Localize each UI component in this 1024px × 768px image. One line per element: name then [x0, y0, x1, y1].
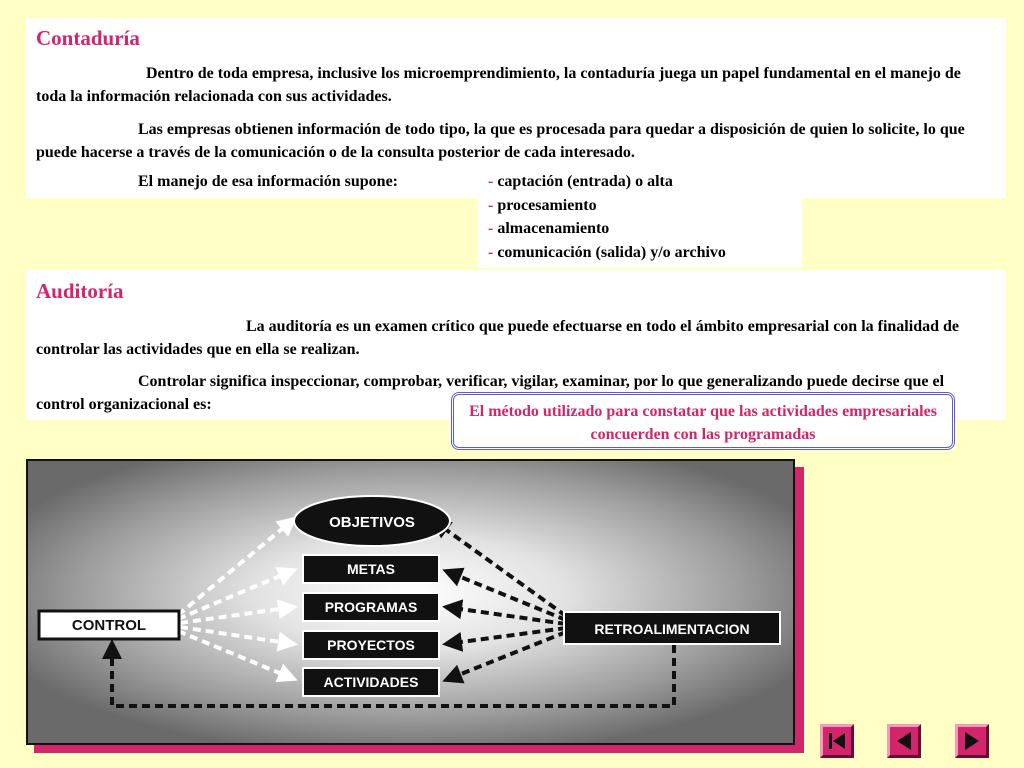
list-item-text: almacenamiento: [497, 220, 610, 237]
node-objetivos-label: OBJETIVOS: [329, 514, 415, 531]
list-dash: -: [488, 243, 494, 261]
auditoria-paragraph-1-text: La auditoría es un examen crítico que puede efectuarse en todo el ámbito empresarial con la finalidad de controlar las actividades que en ella se realizan.: [36, 318, 959, 358]
list-dash: -: [488, 220, 494, 237]
node-programas-label: PROGRAMAS: [324, 599, 418, 615]
control-diagram: [26, 459, 806, 756]
auditoria-paragraph-1: [36, 315, 986, 361]
list-dash: -: [488, 196, 494, 214]
control-definition-callout: El método utilizado para constatar que las actividades empresariales concuerden con las programadas: [451, 392, 955, 450]
next-slide-icon: [958, 727, 986, 755]
list-item: [488, 241, 726, 265]
node-proyectos-label: PROYECTOS: [327, 637, 415, 653]
auditoria-title: Auditoría: [36, 279, 124, 303]
list-item: [488, 170, 726, 194]
list-item: [488, 194, 726, 218]
first-slide-icon: [823, 727, 851, 755]
node-retroalimentacion-label: RETROALIMENTACION: [594, 621, 750, 637]
list-item-text: comunicación (salida) y/o archivo: [497, 243, 726, 261]
contaduria-paragraph-2: [36, 118, 996, 164]
next-slide-button[interactable]: [955, 724, 989, 758]
node-metas-label: METAS: [347, 561, 395, 577]
contaduria-list: [488, 170, 726, 264]
contaduria-paragraph-1-text: Dentro de toda empresa, inclusive los microemprendimiento, la contaduría juega un papel fundamental en el manejo de toda la información relacionada con sus actividades.: [36, 65, 961, 105]
previous-slide-button[interactable]: [887, 724, 921, 758]
list-dash: -: [488, 173, 494, 190]
contaduria-paragraph-3: El manejo de esa información supone:: [138, 173, 398, 190]
contaduria-title: Contaduría: [36, 26, 140, 50]
contaduria-paragraph-2-text: Las empresas obtienen información de todo tipo, la que es procesada para quedar a disposición de quien lo solicite, lo que puede hacerse a través de la comunicación o de la consulta posterior de cada interesado.: [36, 121, 965, 161]
auditoria-paragraph-2-text: Controlar significa inspeccionar, comprobar, verificar, vigilar, examinar, por lo que generalizando puede decirse que el control organizacional es:: [36, 373, 945, 413]
list-item-text: captación (entrada) o alta: [497, 173, 673, 190]
list-item-text: procesamiento: [497, 196, 597, 214]
list-item: [488, 217, 726, 241]
previous-slide-icon: [890, 727, 918, 755]
contaduria-paragraph-1: [36, 62, 986, 108]
first-slide-button[interactable]: [820, 724, 854, 758]
node-actividades-label: ACTIVIDADES: [323, 674, 419, 690]
node-control-label: CONTROL: [71, 617, 147, 634]
